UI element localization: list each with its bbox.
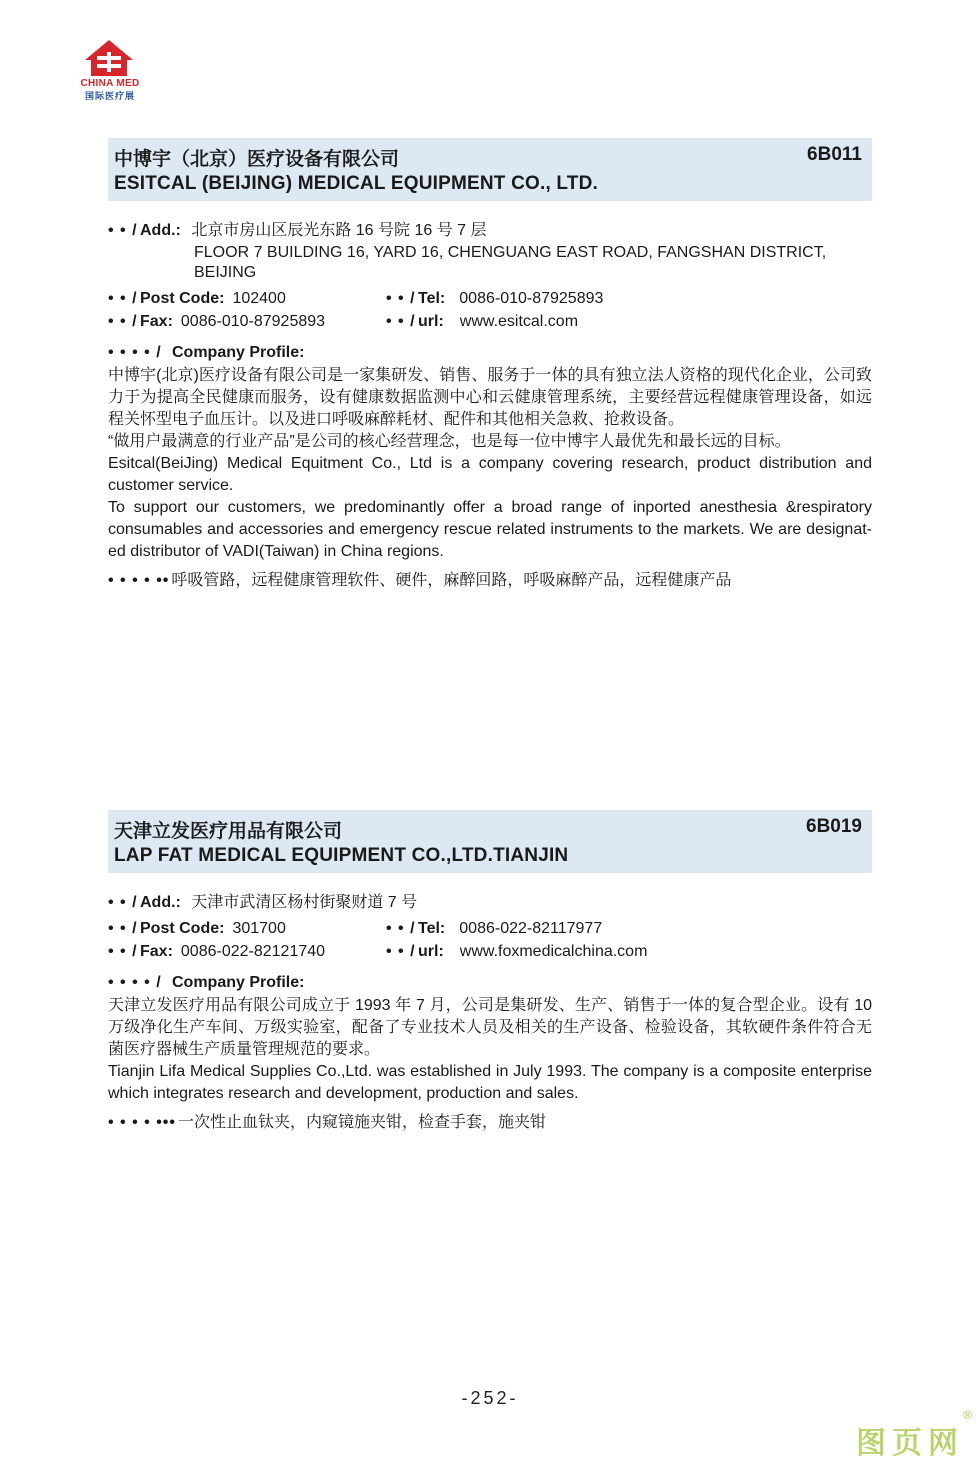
profile-text-en: Tianjin Lifa Medical Supplies Co.,Ltd. was established in July 1993. The company is a composite enterprise which integrates research and development, production and sales. [108, 1063, 872, 1102]
contact-info [108, 893, 872, 1133]
bullet: • • / [108, 222, 138, 239]
logo-house-icon [83, 38, 135, 78]
post-code-label: Post Code: [140, 290, 225, 307]
address-label: Add.: [140, 894, 181, 911]
company-name-cn: 中博宇（北京）医疗设备有限公司 [114, 149, 400, 170]
bullet: • • / [108, 313, 138, 330]
tel-value: 0086-010-87925893 [459, 290, 604, 307]
company-name-en: ESITCAL (BEIJING) MEDICAL EQUIPMENT CO., LTD. [114, 173, 599, 194]
company-profile-label: Company Profile: [172, 974, 305, 991]
bullet: • • • • •• [108, 572, 170, 589]
profile-text-en-2: To support our customers, we predominantly offer a broad range of inported anesthesia &respiratory consumables and accessories and emergency rescue related instruments to the markets. We are designat-ed distributor of VADI(Taiwan) in China regions. [108, 499, 872, 560]
watermark [856, 1408, 972, 1462]
tel-label: Tel: [418, 290, 446, 307]
bullet: • • • • ••• [108, 1114, 176, 1131]
address-cn: 北京市房山区辰光东路 16 号院 16 号 7 层 [191, 222, 487, 239]
fax-label: Fax: [140, 313, 173, 330]
contact-info [108, 221, 872, 591]
registered-mark: ® [963, 1408, 972, 1422]
profile-text-cn: 天津立发医疗用品有限公司成立于 1993 年 7 月，公司是集研发、生产、销售于一体的复合型企业。设有 10 万级净化生产车间、万级实验室，配备了专业技术人员及相关的生产设备、检验设备，其软硬件条件符合无菌医疗器械生产质量管理规范的要求。 [108, 997, 872, 1058]
company-name-cn: 天津立发医疗用品有限公司 [114, 821, 343, 842]
url-label: url: [418, 313, 444, 330]
profile-text-cn: 中博宇(北京)医疗设备有限公司是一家集研发、销售、服务于一体的具有独立法人资格的现代化企业，公司致力于为提高全民健康而服务，设有健康数据监测中心和云健康管理系统，主要经营远程健康管理设备，如远程关怀型电子血压计。以及进口呼吸麻醉耗材、配件和其他相关急救、抢救设备。 [108, 367, 872, 428]
profile-text-cn-2: “做用户最满意的行业产品”是公司的核心经营理念，也是每一位中博宇人最优先和最长远的目标。 [108, 433, 791, 450]
url-label: url: [418, 943, 444, 960]
booth-number: 6B019 [806, 816, 862, 837]
bullet: • • / [386, 290, 416, 307]
company-header [108, 810, 872, 873]
logo-text-en: CHINA MED [80, 78, 140, 89]
bullet: • • / [108, 920, 138, 937]
fax-label: Fax: [140, 943, 173, 960]
post-code-value: 102400 [232, 290, 286, 307]
bullet: • • / [386, 920, 416, 937]
fax-value: 0086-022-82121740 [180, 943, 326, 960]
product-list [108, 1113, 872, 1133]
company-entry-lifa [108, 810, 872, 1133]
product-list [108, 571, 872, 591]
bullet: • • / [386, 313, 416, 330]
bullet: • • / [108, 894, 138, 911]
products-text: 呼吸管路，远程健康管理软件、硬件，麻醉回路，呼吸麻醉产品，远程健康产品 [171, 572, 732, 589]
china-med-logo [70, 38, 150, 100]
address-en: FLOOR 7 BUILDING 16, YARD 16, CHENGUANG EAST ROAD, FANGSHAN DISTRICT, BEIJING [194, 244, 827, 281]
bullet: • • / [108, 943, 138, 960]
company-name-en: LAP FAT MEDICAL EQUIPMENT CO.,LTD.TIANJIN [114, 845, 569, 866]
company-profile-heading [108, 973, 872, 995]
bullet: • • • • / [108, 974, 162, 991]
address-label: Add.: [140, 222, 181, 239]
post-code-value: 301700 [232, 920, 286, 937]
profile-text-en: Esitcal(BeiJing) Medical Equitment Co., Ltd is a company covering research, product distribution and customer service. [108, 455, 872, 494]
fax-value: 0086-010-87925893 [180, 313, 326, 330]
bullet: • • • • / [108, 344, 162, 361]
company-profile-heading [108, 343, 872, 365]
page-number: -252- [461, 1388, 519, 1408]
url-link[interactable]: www.esitcal.com [459, 313, 579, 330]
logo-text-cn: 国际医疗展 [84, 91, 135, 101]
bullet: • • / [386, 943, 416, 960]
tel-value: 0086-022-82117977 [459, 920, 603, 937]
products-text: 一次性止血钛夹，内窥镜施夹钳，检查手套，施夹钳 [178, 1114, 547, 1131]
tel-label: Tel: [418, 920, 446, 937]
company-entry-esitcal [108, 138, 872, 591]
bullet: • • / [108, 290, 138, 307]
address-cn: 天津市武清区杨村街聚财道 7 号 [191, 894, 418, 911]
watermark-text: 图页网 [856, 1427, 964, 1460]
company-header [108, 138, 872, 201]
url-link[interactable]: www.foxmedicalchina.com [459, 943, 648, 960]
company-profile-label: Company Profile: [172, 344, 305, 361]
post-code-label: Post Code: [140, 920, 225, 937]
booth-number: 6B011 [807, 144, 862, 165]
